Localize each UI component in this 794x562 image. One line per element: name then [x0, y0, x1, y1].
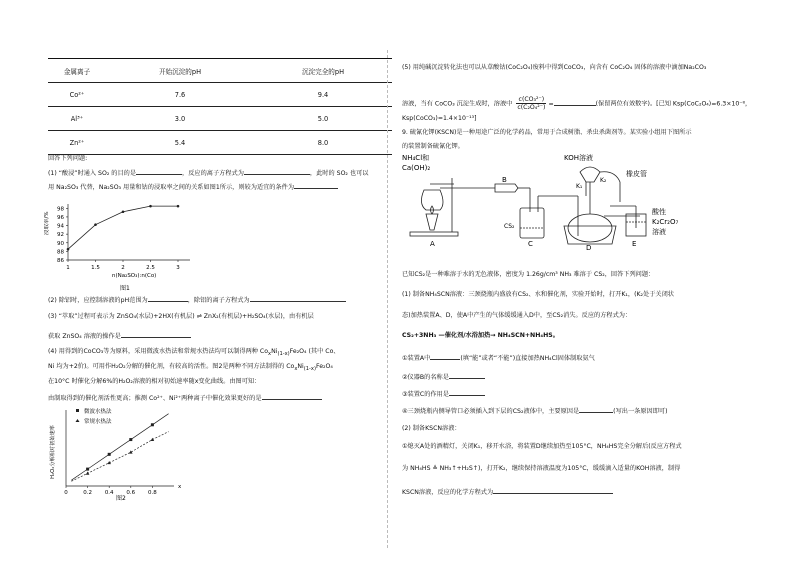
question-9-line-2: 的装置制备硫氰化钾。 — [402, 143, 464, 150]
given-info: 已知CS₂是一种难溶于水的无色液体，密度为 1.26g/cm³ NH₃ 难溶于 CS₂，回答下列问题： — [402, 271, 655, 278]
question-1-line-1: (1) “酸浸”时通入 SO₂ 的目的是 ，反应的离子方程式为 ，此时的 SO₂ 也可以 — [48, 170, 369, 177]
table-header: 金属离子 — [48, 59, 106, 83]
data-point — [94, 223, 97, 226]
data-point — [151, 423, 154, 426]
x-tick-label: 0.8 — [148, 490, 157, 496]
water-bath — [564, 226, 616, 244]
question-3-line-2: 获取 ZnSO₄ 溶液的操作是 — [48, 331, 191, 340]
data-point — [151, 438, 155, 441]
x-axis-label: x — [178, 484, 182, 490]
table-header: 开始沉淀的pH — [106, 59, 254, 83]
x-tick-label: 0 — [64, 490, 68, 496]
table-cell: 3.0 — [106, 107, 254, 131]
data-point — [86, 472, 90, 475]
legend-triangle-marker — [76, 419, 80, 422]
question-4-line-4: 由制取得到的催化剂活性更高；推测 Co²⁺、Ni²⁺两种离子中催化效果更好的是 — [48, 393, 322, 402]
reagent-label: Ca(OH)₂ — [402, 164, 431, 172]
question-9-line-1: 9. 硫氰化钾(KSCN)是一种用途广泛的化学药品，常用于合成树脂、杀虫杀菌剂等。某实验小组用下图所示 — [402, 129, 692, 136]
acid-label: K₂Cr₂O₇ — [652, 218, 679, 226]
figure-2-caption: 图2 — [116, 495, 126, 502]
label-c: C — [528, 240, 533, 248]
apparatus-diagram — [400, 152, 700, 252]
table-cell: 5.4 — [106, 131, 254, 155]
drying-tube-b — [495, 184, 518, 192]
part-1-line-1: (1) 制备NH₄SCN溶液：三颈烧瓶内盛放有CS₂、水和催化剂，实验开始时，打开K₁，(K₂处于关闭状 — [402, 291, 674, 298]
table-cell: 8.0 — [254, 131, 392, 155]
alcohol-lamp — [426, 214, 438, 230]
fraction-numerator: c(CO₃²⁻) — [516, 96, 546, 104]
part-2-line-1: ①熄灭A处的酒精灯，关闭K₁，移开水浴，将装置D继续加热至105°C，NH₄HS完全分解后(反应方程式 — [402, 443, 682, 450]
legend-square-marker — [76, 409, 79, 412]
x-tick-label: 0.2 — [83, 490, 92, 496]
question-4-line-3: 在10°C 时催化分解6%的H₂O₂溶液的相对初始速率随x变化曲线。由图可知： — [48, 378, 261, 385]
x-axis-label: n(Na₂SO₃):n(Co) — [112, 273, 157, 279]
x-tick-label: 3 — [176, 265, 180, 271]
item-4: ④三颈烧瓶内侧导管口必须插入到下层的CS₂液体中，主要原因是 (写出一条原因即可) — [402, 408, 668, 415]
question-1-line-2: 用 Na₂SO₃ 代替，Na₂SO₃ 用量和钴的浸取率之间的关系如图1所示，则较为适宜的条件为 — [48, 182, 338, 191]
data-point — [129, 438, 132, 441]
y-tick-label: 92 — [57, 232, 64, 239]
figure-2-chart — [44, 402, 204, 544]
data-point — [67, 248, 70, 251]
reagent-label: NH₄Cl和 — [402, 154, 430, 162]
item-1: ①装置A中 (填“能”或者“不能”)直接加热NH₄Cl固体制取氨气 — [402, 355, 595, 362]
data-point — [107, 461, 111, 464]
data-point — [149, 205, 152, 208]
y-tick-label: 94 — [57, 223, 64, 230]
figure-1-chart — [44, 198, 194, 298]
question-5-line-3: Ksp(CoCO₃)=1.4×10⁻¹³] — [402, 115, 477, 122]
acid-label: 酸性 — [652, 208, 666, 216]
table-header: 沉淀完全的pH — [254, 59, 392, 83]
conventional-series-line — [71, 432, 168, 482]
x-tick-label: 2.5 — [146, 265, 155, 271]
question-5-line-2: 溶液，当有 CoCO₃ 沉淀生成时，溶液中 $\frac{\text{c(CO₃²⁻)}}{\text{c(C₂O₄²⁻)}}$ = (保留两位有效数字)。[已知 Ksp(CoC₂O₄)=6.3×10⁻⁸， — [402, 96, 752, 112]
y-tick-label: 90 — [57, 240, 64, 247]
x-tick-label: 0.6 — [126, 490, 136, 496]
figure-1-caption: 图1 — [120, 285, 130, 292]
legend-label: 微波水热法 — [84, 409, 112, 415]
column-divider — [387, 50, 388, 548]
label-a: A — [430, 240, 435, 248]
x-tick-label: 1.5 — [91, 265, 100, 271]
valve-k2-label: K₂ — [600, 177, 607, 184]
rubber-tube-label: 橡皮管 — [626, 170, 647, 178]
item-3: ③装置C的作用是 — [402, 389, 485, 398]
y-tick-label: 88 — [57, 249, 64, 256]
intro-text: 回答下列问题: — [48, 155, 88, 162]
fraction-denominator: c(C₂O₄²⁻) — [517, 104, 546, 112]
valve-k1-label: K₁ — [576, 183, 583, 190]
x-tick-label: 2 — [121, 265, 125, 271]
table-cell: 5.0 — [254, 107, 392, 131]
table-cell: Co²⁺ — [48, 83, 106, 107]
table-cell: 9.4 — [254, 83, 392, 107]
y-tick-label: 98 — [57, 206, 64, 213]
question-4-line-1: (4) 用得到的CoCO₃等为原料，采用微波水热法和常规水热法均可以制得两种 $Co_xNi_{(1-x)}Fe_2O_4$ (其中 Co、 — [48, 348, 340, 358]
data-point — [86, 468, 89, 471]
acid-label: 溶液 — [652, 228, 666, 236]
question-2: (2) 除铝时，应控制溶液的pH范围为 ，除铝的离子方程式为 — [48, 295, 346, 304]
question-4-line-2: Ni 均为+2价)。可用作H₂O₂分解的催化剂，有较高的活性。图2是两种不同方法制得的 $Co_xNi_{(1-x)}Fe_2O_4$ — [48, 363, 333, 373]
equation-1: CS₂+3NH₃ —催化剂/水浴加热→ NH₄SCN+NH₄HS。 — [402, 332, 559, 339]
legend-label: 常规水热法 — [84, 419, 112, 425]
data-point — [177, 205, 180, 208]
three-neck-flask-d — [568, 214, 612, 242]
item-2: ②仪器B的名称是 — [402, 372, 485, 381]
bottle-c — [520, 208, 544, 238]
part-2-heading: (2) 制备KSCN溶液： — [402, 425, 461, 432]
y-axis-label: H₂O₂分解相对初始速率 — [50, 425, 56, 479]
ion-ph-table — [48, 58, 392, 155]
question-3-line-1: (3) “萃取”过程可表示为 ZnSO₄(水层)+2HX(有机层) ⇌ ZnX₂(有机层)+H₂SO₄(水层)，由有机层 — [48, 313, 314, 320]
cs2-label: CS₂ — [504, 223, 515, 230]
y-axis-label: 浸取率/% — [44, 211, 50, 235]
data-point — [108, 453, 111, 456]
koh-label: KOH溶液 — [564, 154, 593, 162]
y-tick-label: 96 — [57, 214, 64, 221]
y-tick-label: 86 — [57, 258, 64, 264]
dropping-funnel — [580, 167, 600, 182]
question-5-line-1: (5) 用纯碱沉淀转化法也可以从草酸钴(CoC₂O₄)废料中得到CoCO₃，向含有 CoC₂O₄ 固体的溶液中滴加Na₂CO₃ — [402, 64, 707, 71]
label-b: B — [502, 176, 507, 184]
part-2-line-3: KSCN溶液，反应的化学方程式为 — [402, 487, 613, 496]
x-tick-label: 0.4 — [104, 490, 114, 496]
stand-base — [410, 232, 458, 236]
table-cell: 7.6 — [106, 83, 254, 107]
data-point — [129, 450, 133, 453]
part-2-line-2: 为 NH₄HS ≜ NH₃↑+H₂S↑)，打开K₂，继续保持溶液温度为105°C，缓缓滴入适量的KOH溶液，制得 — [402, 465, 681, 472]
part-1-line-2: 态)加热装置A、D，使A中产生的气体缓缓通入D中，至CS₂消失。反应的方程式为： — [402, 312, 632, 319]
label-d: D — [586, 244, 592, 252]
x-tick-label: 1 — [66, 265, 70, 271]
data-point — [122, 210, 125, 213]
table-cell: Zn²⁺ — [48, 131, 106, 155]
table-cell: Al³⁺ — [48, 107, 106, 131]
label-e: E — [632, 240, 637, 248]
